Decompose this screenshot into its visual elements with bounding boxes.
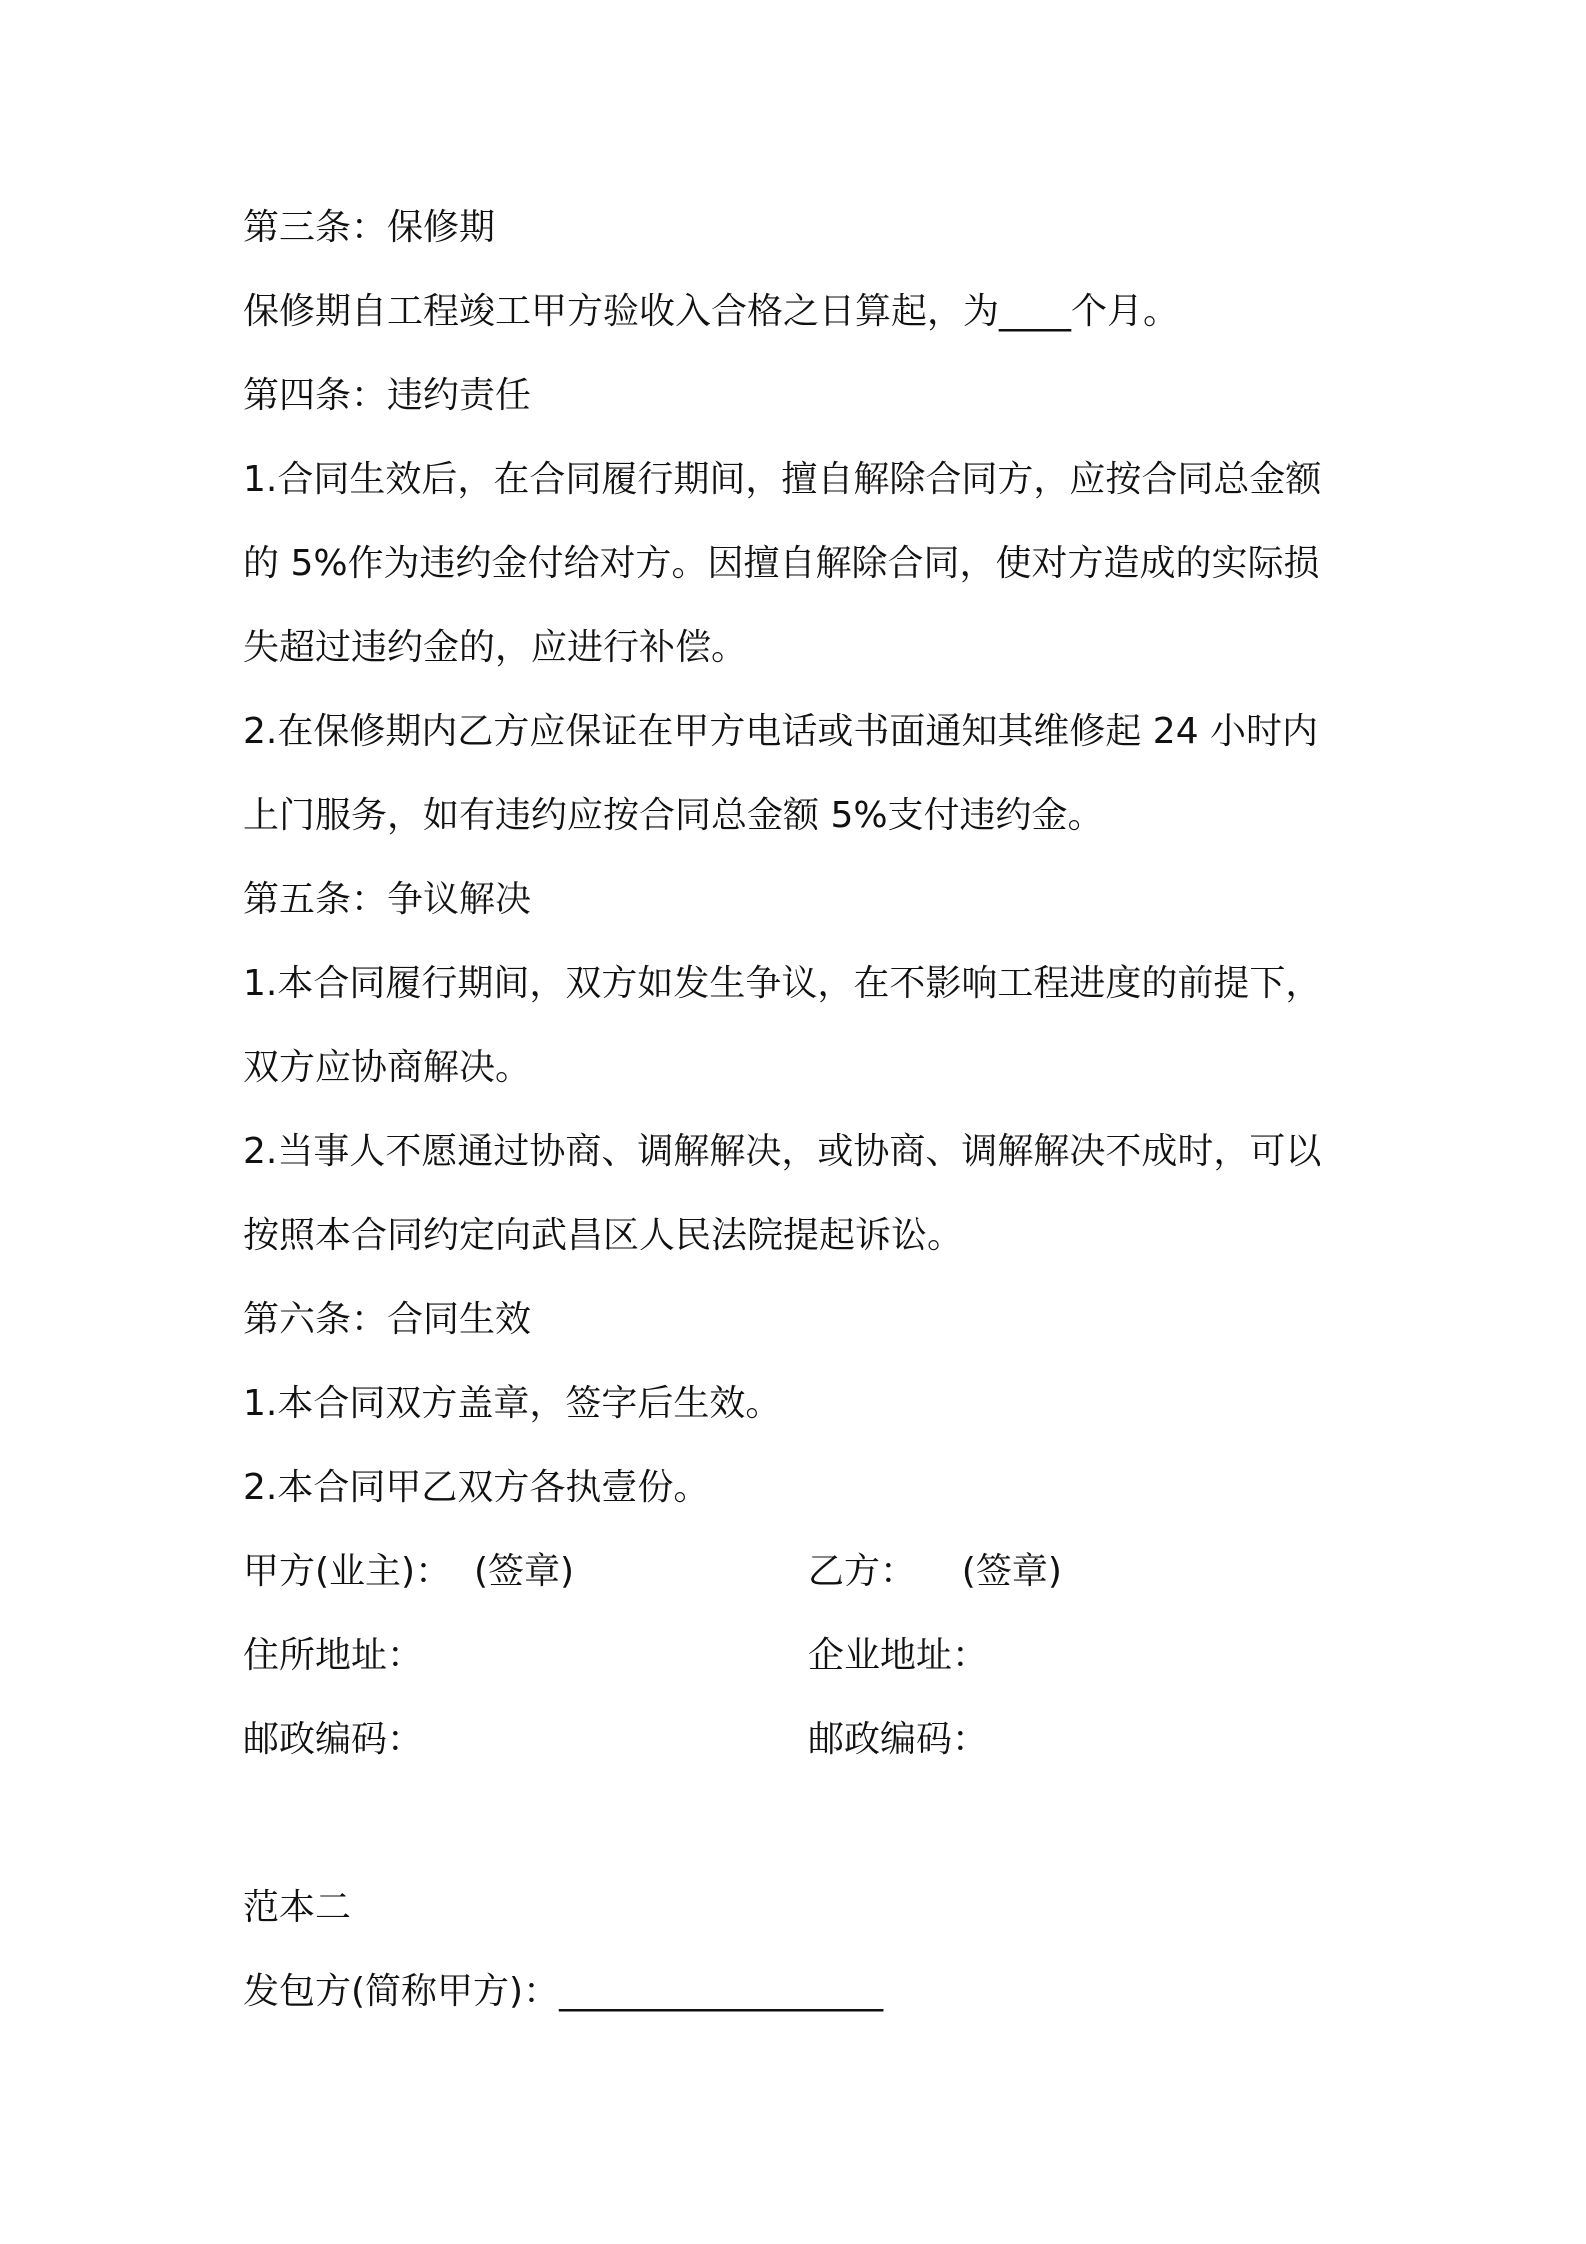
party-b-signature: 乙方： (签章) xyxy=(808,1551,1062,1592)
article4-item1-line1: 1.合同生效后，在合同履行期间，擅自解除合同方，应按合同总金额 xyxy=(243,459,1322,500)
article5-item1-line2: 双方应协商解决。 xyxy=(243,1047,532,1088)
article6-item1: 1.本合同双方盖章，签字后生效。 xyxy=(243,1383,782,1424)
article4-item2-line2: 上门服务，如有违约应按合同总金额 5%支付违约金。 xyxy=(243,795,1104,836)
article4-item2-line1: 2.在保修期内乙方应保证在甲方电话或书面通知其维修起 24 小时内 xyxy=(243,711,1319,752)
article3-heading: 第三条：保修期 xyxy=(243,207,496,248)
contractor-line: 发包方(简称甲方)：__________________ xyxy=(243,1971,884,2012)
article4-item1-line3: 失超过违约金的，应进行补偿。 xyxy=(243,627,748,668)
article6-item2: 2.本合同甲乙双方各执壹份。 xyxy=(243,1467,710,1508)
party-b-postcode: 邮政编码： xyxy=(808,1719,989,1760)
party-a-address: 住所地址： xyxy=(243,1635,424,1676)
article5-item1-line1: 1.本合同履行期间，双方如发生争议，在不影响工程进度的前提下， xyxy=(243,963,1322,1004)
article6-heading: 第六条：合同生效 xyxy=(243,1299,532,1340)
party-a-signature: 甲方(业主)： (签章) xyxy=(243,1551,575,1592)
article4-heading: 第四条：违约责任 xyxy=(243,375,532,416)
template2-title: 范本二 xyxy=(243,1887,352,1928)
article3-text: 保修期自工程竣工甲方验收入合格之日算起，为____个月。 xyxy=(243,291,1180,332)
article5-item2-line1: 2.当事人不愿通过协商、调解解决，或协商、调解解决不成时，可以 xyxy=(243,1131,1322,1172)
party-b-address: 企业地址： xyxy=(808,1635,989,1676)
article5-item2-line2: 按照本合同约定向武昌区人民法院提起诉讼。 xyxy=(243,1215,964,1256)
article4-item1-line2: 的 5%作为违约金付给对方。因擅自解除合同，使对方造成的实际损 xyxy=(243,543,1320,584)
article5-heading: 第五条：争议解决 xyxy=(243,879,532,920)
party-a-postcode: 邮政编码： xyxy=(243,1719,424,1760)
